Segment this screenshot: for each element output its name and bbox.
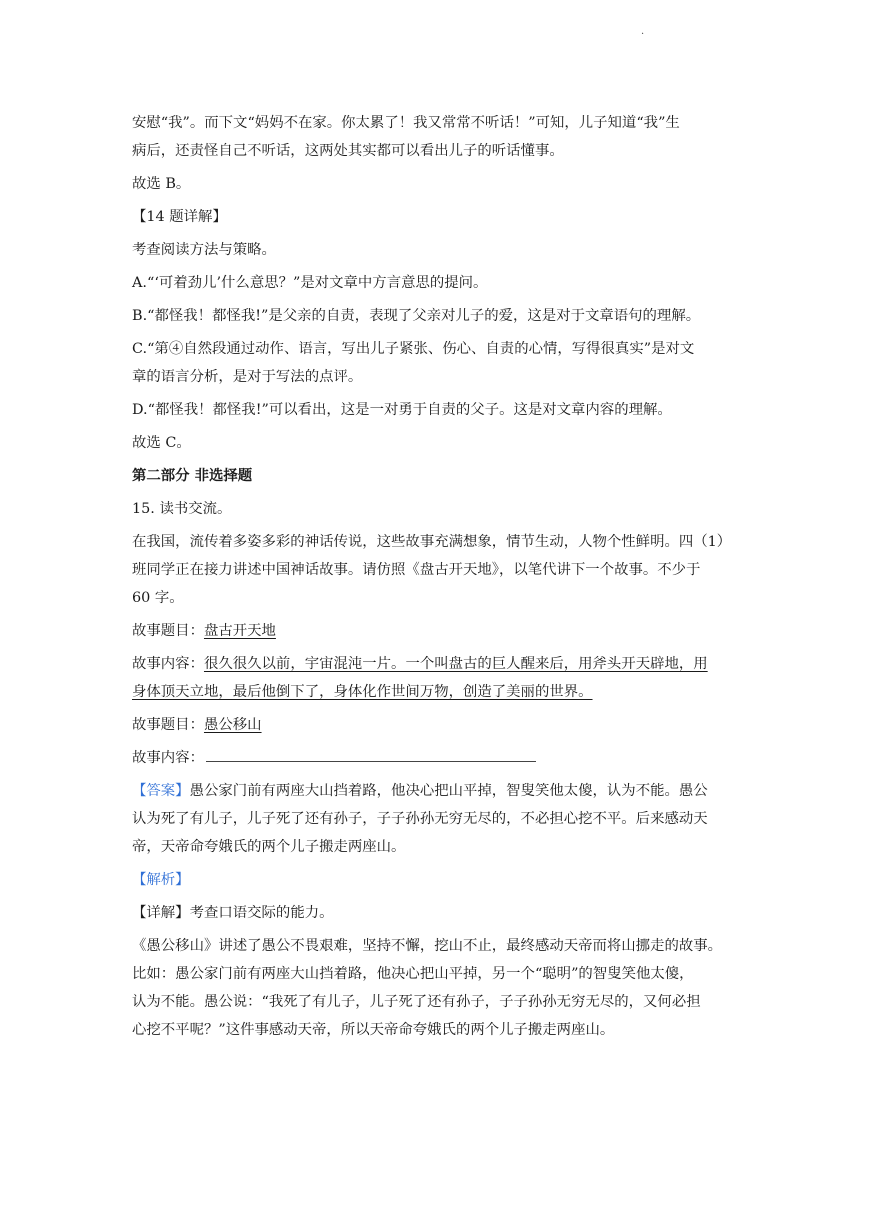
task-content-row	[132, 744, 742, 772]
detail-tag: 【详解】	[132, 905, 190, 921]
text-line: 病后，还责怪自己不听话，这两处其实都可以看出儿子的听话懂事。	[132, 143, 564, 159]
answer-block	[132, 777, 742, 861]
answer-blank	[206, 745, 536, 762]
answer-line: 愚公家门前有两座大山挡着路，他决心把山平掉，智叟笑他太傻，认为不能。愚公	[189, 783, 708, 799]
detail-block	[132, 932, 742, 1044]
example-content-label: 故事内容：	[132, 656, 204, 672]
analysis-tag-row	[132, 866, 742, 894]
section-title	[132, 462, 742, 490]
task-title-label: 故事题目：	[132, 717, 204, 733]
text-line: 故选 C。	[132, 435, 191, 451]
paragraph-q14-heading	[132, 203, 742, 231]
task-title: 愚公移山	[203, 717, 262, 733]
text-line: C.“第④自然段通过动作、语言，写出儿子紧张、伤心、自责的心情，写得很真实”是对文	[132, 341, 695, 357]
detail-first-row	[132, 899, 742, 927]
example-title-label: 故事题目：	[132, 623, 204, 639]
paragraph-option-c	[132, 335, 742, 391]
task-content-label: 故事内容：	[132, 750, 204, 766]
text-line: 在我国，流传着多姿多彩的神话传说，这些故事充满想象，情节生动，人物个性鲜明。四（1）	[132, 534, 732, 550]
detail-line: 认为不能。愚公说：“我死了有儿子，儿子死了还有孙子，子子孙孙无穷无尽的，又何必担	[132, 994, 701, 1010]
question-prompt	[132, 528, 742, 612]
detail-first: 考查口语交际的能力。	[189, 905, 334, 921]
paragraph-choice	[132, 429, 742, 457]
text-line: 60 字。	[132, 590, 184, 606]
document-body	[132, 109, 742, 1049]
task-title-row	[132, 711, 742, 739]
detail-line: 心挖不平呢？”这件事感动天帝，所以天帝命夸娥氏的两个儿子搬走两座山。	[132, 1022, 615, 1038]
page-mark: ·	[641, 29, 645, 40]
detail-line: 《愚公移山》讲述了愚公不畏艰难，坚持不懈，挖山不止，最终感动天帝而将山挪走的故事。	[132, 938, 723, 954]
question-heading	[132, 495, 742, 523]
text-line: 考查阅读方法与策略。	[132, 242, 276, 258]
text-line: 15. 读书交流。	[132, 501, 232, 517]
text-line: 安慰“我”。而下文“妈妈不在家。你太累了！我又常常不听话！”可知，儿子知道“我”生	[132, 115, 680, 131]
example-content-row	[132, 650, 742, 706]
text-line: 故选 B。	[132, 176, 191, 192]
text-line: 第二部分 非选择题	[132, 467, 253, 484]
example-title: 盘古开天地	[203, 623, 276, 639]
paragraph-option-a	[132, 269, 742, 297]
answer-line: 认为死了有儿子，儿子死了还有孙子，子子孙孙无穷无尽的，不必担心挖不平。后来感动天	[132, 811, 708, 827]
text-line: B.“都怪我！都怪我!”是父亲的自责，表现了父亲对儿子的爱，这是对于文章语句的理解。	[132, 308, 701, 324]
example-content-line: 很久很久以前，宇宙混沌一片。一个叫盘古的巨人醒来后，用斧头开天辟地，用	[203, 656, 708, 672]
analysis-tag: 【解析】	[132, 872, 190, 888]
answer-tag: 【答案】	[132, 783, 190, 799]
paragraph-q14-topic	[132, 236, 742, 264]
example-title-row	[132, 617, 742, 645]
text-line: A.“‘可着劲儿’什么意思？”是对文章中方言意思的提问。	[132, 275, 488, 291]
paragraph-option-b	[132, 302, 742, 330]
answer-line: 帝，天帝命夸娥氏的两个儿子搬走两座山。	[132, 839, 406, 855]
text-line: D.“都怪我！都怪我!”可以看出，这是一对勇于自责的父子。这是对文章内容的理解。	[132, 402, 672, 418]
example-content-line: 身体顶天立地，最后他倒下了，身体化作世间万物，创造了美丽的世界。	[132, 684, 593, 700]
paragraph-explanation	[132, 109, 742, 165]
text-line: 【14 题详解】	[132, 209, 227, 225]
text-line: 章的语言分析，是对于写法的点评。	[132, 369, 363, 385]
paragraph-choice	[132, 170, 742, 198]
detail-line: 比如：愚公家门前有两座大山挡着路，他决心把山平掉，另一个“聪明”的智叟笑他太傻，	[132, 966, 694, 982]
paragraph-option-d	[132, 396, 742, 424]
text-line: 班同学正在接力讲述中国神话故事。请仿照《盘古开天地》，以笔代讲下一个故事。不少于	[132, 562, 701, 578]
